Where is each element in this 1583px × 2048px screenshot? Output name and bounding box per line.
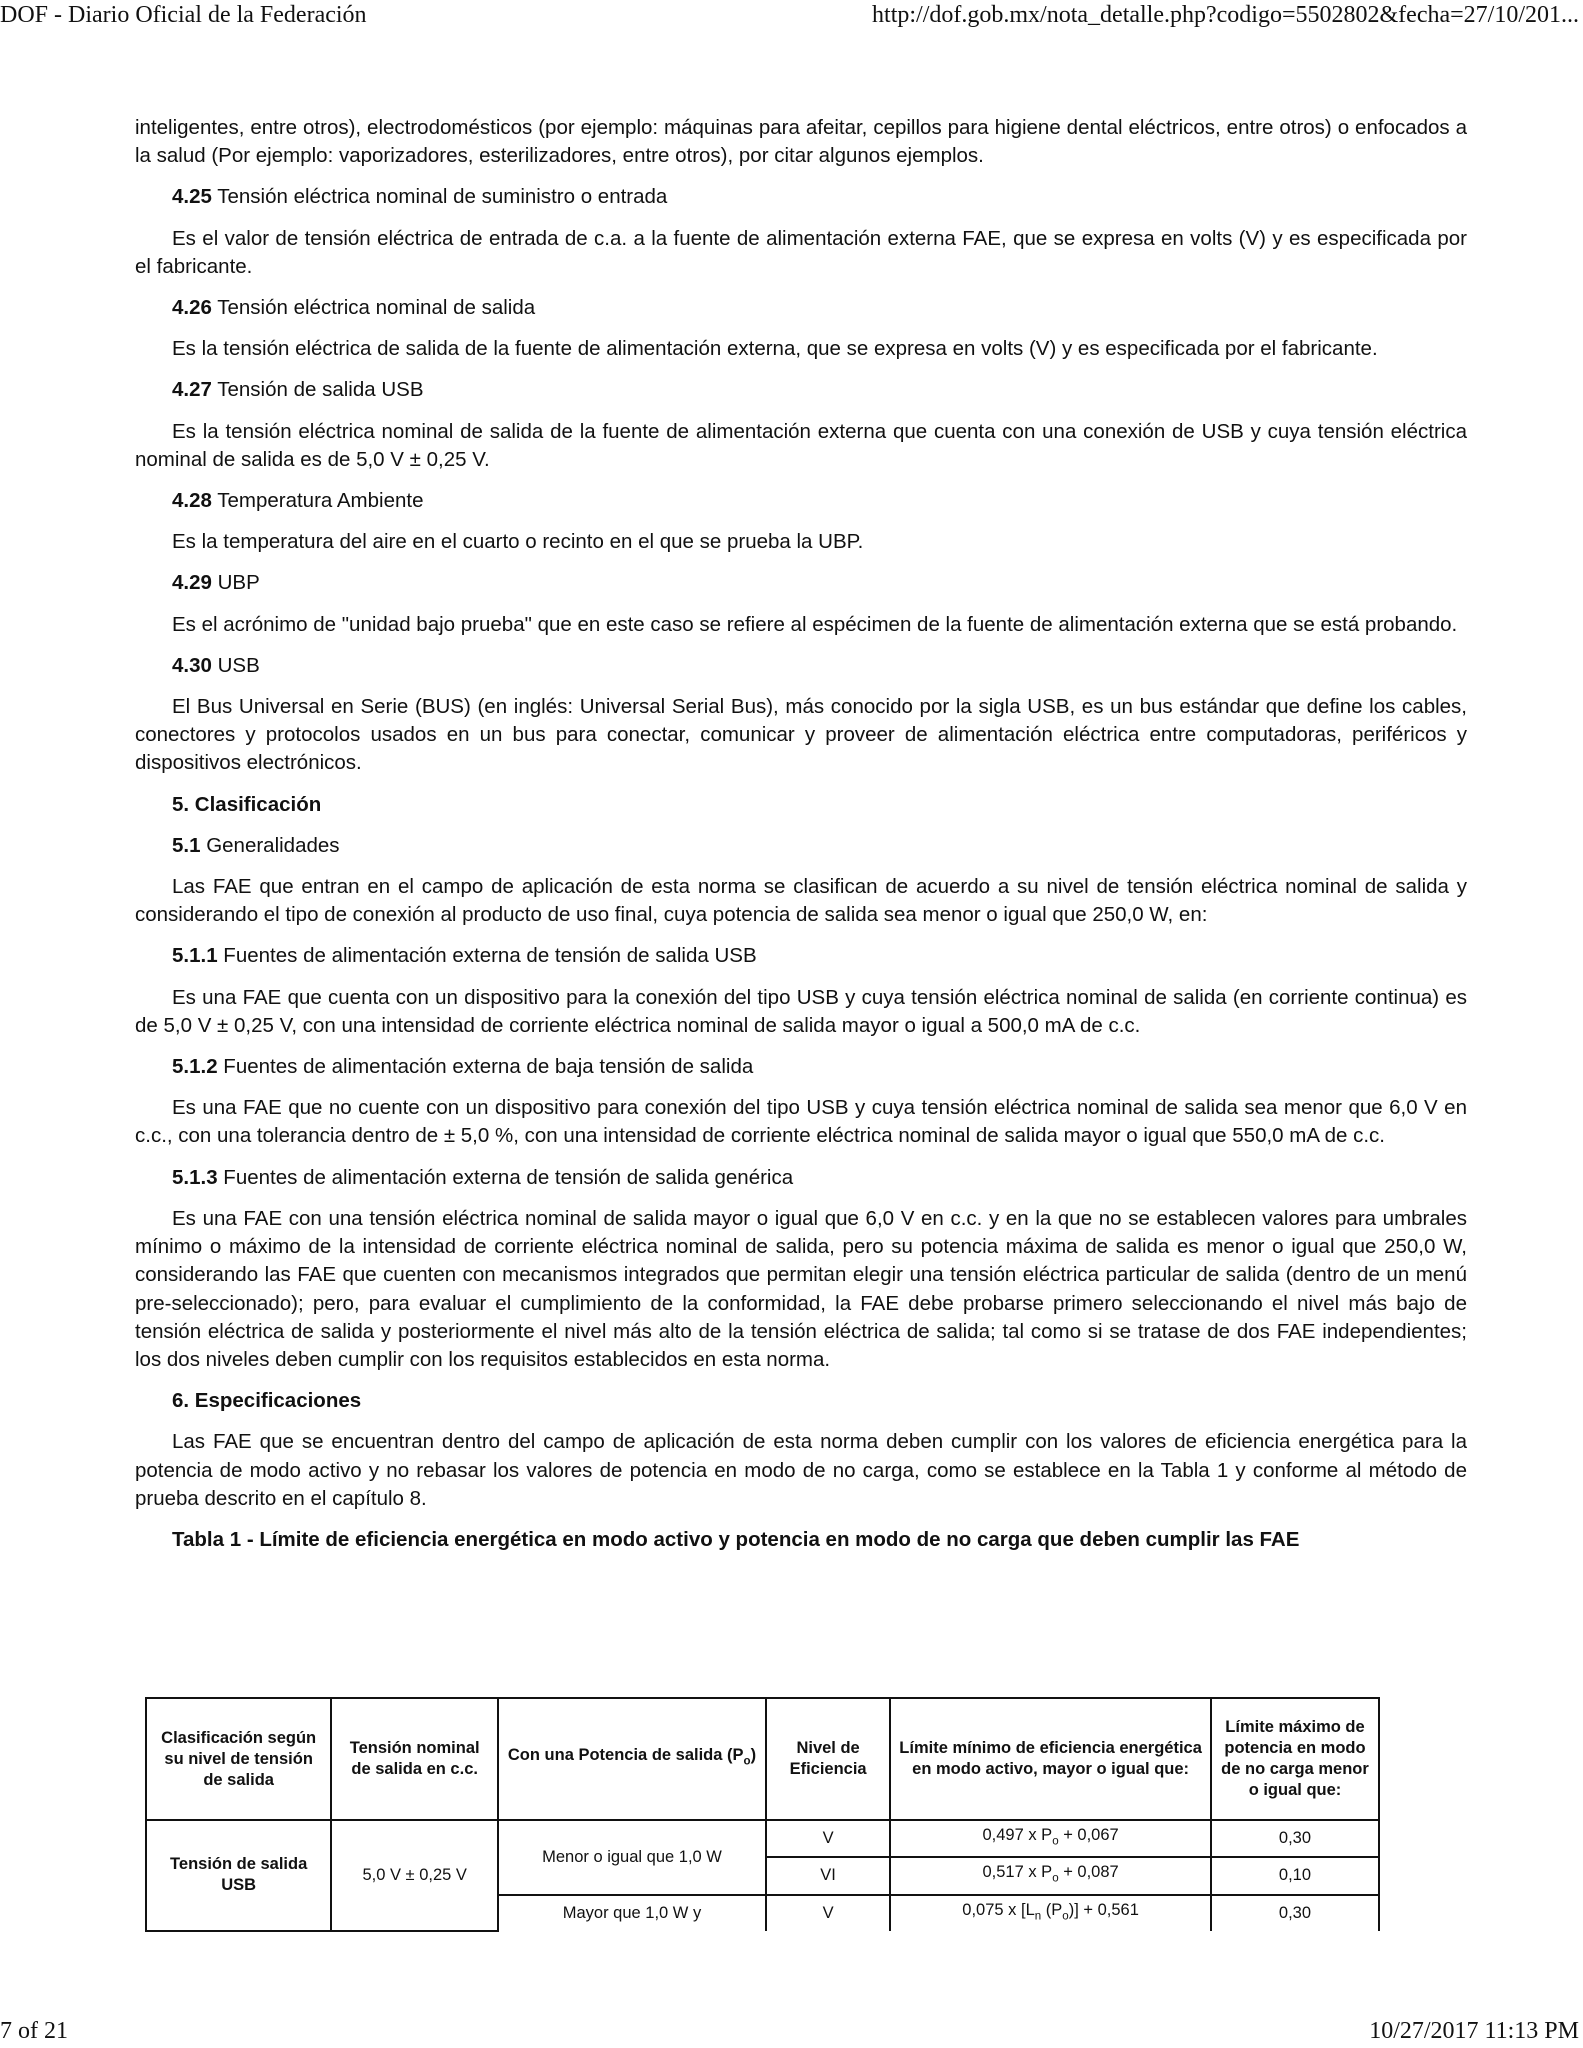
section-heading-4-26 [135,294,1467,322]
section-text-4-30: El Bus Universal en Serie (BUS) (en inglés: Universal Serial Bus), más conocido por la sigla USB, es un bus estándar que define los cables, conectores y protocolos usados en un bus para conectar, comunicar y proveer de alimentación eléctrica entre computadoras, periféricos y dispositivos electrónicos. [135,695,1467,775]
section-text-4-28: Es la temperatura del aire en el cuarto o recinto en el que se prueba la UBP. [172,530,864,554]
paragraph-continuation: inteligentes, entre otros), electrodomésticos (por ejemplo: máquinas para afeitar, cepillos para higiene dental eléctricos, entre otros) o enfocados a la salud (Por ejemplo: vaporizadores, esterilizadores, entre otros), por citar algunos ejemplos. [135,116,1467,168]
efficiency-table [145,1697,1380,1932]
page-url: http://dof.gob.mx/nota_detalle.php?codigo=5502802&fecha=27/10/201... [872,2,1579,28]
section-text-4-26: Es la tensión eléctrica de salida de la fuente de alimentación externa, que se expresa en volts (V) y es especificada por el fabricante. [172,337,1378,361]
section-heading-5 [135,791,1467,819]
section-text-5-1: Las FAE que entran en el campo de aplicación de esta norma se clasifican de acuerdo a su nivel de tensión eléctrica nominal de salida y considerando el tipo de conexión al producto de uso final, cuya potencia de salida sea menor o igual que 250,0 W, en: [135,875,1467,927]
subscript: o [1052,1872,1059,1885]
section-heading-4-29 [135,569,1467,597]
section-heading-6 [135,1387,1467,1415]
browser-print-footer [0,2016,1583,2046]
section-title: 6. Especificaciones [172,1389,362,1413]
section-title: 5. Clasificación [172,792,322,816]
header-nominal-voltage: Tensión nominal de salida en c.c. [331,1698,498,1820]
table-caption: Tabla 1 - Límite de eficiencia energética en modo activo y potencia en modo de no carga que deben cumplir las FAE [172,1527,1300,1551]
cell-max-noload: 0,10 [1211,1857,1379,1894]
formula-part: )] + 0,561 [1068,1900,1139,1919]
section-heading-4-28 [135,487,1467,515]
header-output-power [498,1698,766,1820]
section-title: Fuentes de alimentación externa de tensión de salida USB [217,944,757,968]
section-heading-5-1-1 [135,942,1467,970]
browser-print-header [0,0,1583,30]
section-text-5-1-3: Es una FAE con una tensión eléctrica nominal de salida mayor o igual que 6,0 V en c.c. y en la que no se establecen valores para umbrales mínimo o máximo de la intensidad de corriente eléctrica nominal de salida, pero su potencia máxima de salida es menor o igual que 250,0 W, considerando las FAE que cuenten con mecanismos integrados que permitan elegir una tensión eléctrica particular de salida (dentro de un menú pre-seleccionado); pero, para evaluar el cumplimiento de la conformidad, la FAE debe probarse primero seleccionando el nivel más bajo de tensión eléctrica de salida y posteriormente el nivel más alto de la tensión eléctrica de salida; tal como si se tratase de dos FAE independientes; los dos niveles deben cumplir con los requisitos establecidos en esta norma. [135,1206,1467,1371]
section-text-4-25: Es el valor de tensión eléctrica de entrada de c.a. a la fuente de alimentación externa FAE, que se expresa en volts (V) y es especificada por el fabricante. [135,226,1467,278]
cell-min-efficiency [890,1895,1211,1931]
section-text-5-1-1: Es una FAE que cuenta con un dispositivo para la conexión del tipo USB y cuya tensión eléctrica nominal de salida (en corriente continua) es de 5,0 V ± 0,25 V, con una intensidad de corriente eléctrica nominal de salida mayor o igual a 500,0 mA de c.c. [135,985,1467,1037]
subscript: n [1034,1909,1042,1922]
cell-efficiency-level: V [766,1820,890,1857]
table-header-row [146,1698,1379,1820]
formula-part: + 0,067 [1058,1826,1119,1844]
section-number: 5.1 [172,833,201,857]
cell-output-power: Mayor que 1,0 W y [498,1895,766,1931]
page-counter: 7 of 21 [0,2018,68,2044]
section-text-6: Las FAE que se encuentran dentro del campo de aplicación de esta norma deben cumplir con los valores de eficiencia energética para la potencia de modo activo y no rebasar los valores de potencia en modo de no carga, como se establece en la Tabla 1 y conforme al método de prueba descrito en el capítulo 8. [135,1430,1467,1510]
cell-max-noload: 0,30 [1211,1820,1379,1857]
section-title: Tensión de salida USB [211,378,424,402]
section-text-4-29: Es el acrónimo de "unidad bajo prueba" que en este caso se refiere al espécimen de la fuente de alimentación externa que se está probando. [172,612,1458,636]
formula-part: 0,517 x P [982,1863,1053,1882]
section-text-4-27: Es la tensión eléctrica nominal de salida de la fuente de alimentación externa que cuenta con una conexión de USB y cuya tensión eléctrica nominal de salida es de 5,0 V ± 0,25 V. [135,419,1467,471]
section-title: Tensión eléctrica nominal de salida [211,296,536,320]
section-heading-5-1-2 [135,1053,1467,1081]
header-output-power-close: ) [750,1746,757,1765]
section-number: 4.27 [172,378,212,402]
section-heading-4-27 [135,376,1467,404]
section-heading-5-1 [135,832,1467,860]
document-body [135,114,1467,1567]
formula-part: (P [1041,1900,1063,1919]
section-text-5-1-2: Es una FAE que no cuente con un dispositivo para conexión del tipo USB y cuya tensión eléctrica nominal de salida sea menor que 6,0 V en c.c., con una tolerancia dentro de ± 5,0 %, con una intensidad de corriente eléctrica nominal de salida mayor o igual que 550,0 mA de c.c. [135,1096,1467,1148]
section-heading-5-1-3 [135,1164,1467,1192]
cell-min-efficiency [890,1820,1211,1857]
section-title: Generalidades [200,833,340,857]
section-number: 4.26 [172,296,212,320]
formula-part: + 0,087 [1058,1863,1119,1882]
cell-max-noload: 0,30 [1211,1895,1379,1931]
header-min-efficiency: Límite mínimo de eficiencia energética en modo activo, mayor o igual que: [890,1698,1211,1820]
header-efficiency-level: Nivel de Eficiencia [766,1698,890,1820]
cell-efficiency-level: VI [766,1857,890,1894]
cell-nominal-voltage: 5,0 V ± 0,25 V [331,1820,498,1931]
section-number: 4.25 [172,185,212,209]
section-number: 4.29 [172,571,212,595]
header-output-power-text: Con una Potencia de salida (P [507,1746,744,1765]
section-title: USB [211,653,260,677]
section-number: 4.30 [172,653,212,677]
print-datetime: 10/27/2017 11:13 PM [1369,2018,1579,2044]
section-title: Fuentes de alimentación externa de tensión de salida genérica [217,1165,794,1189]
section-title: Tensión eléctrica nominal de suministro o entrada [211,185,668,209]
formula-part: 0,497 x P [982,1826,1053,1844]
cell-classification: Tensión de salida USB [146,1820,331,1931]
subscript: o [1052,1835,1059,1848]
section-title: Fuentes de alimentación externa de baja tensión de salida [217,1055,754,1079]
section-number: 5.1.1 [172,944,218,968]
section-number: 5.1.2 [172,1055,218,1079]
section-heading-4-30 [135,652,1467,680]
formula-part: 0,075 x [L [962,1900,1035,1919]
subscript: o [1062,1909,1069,1922]
page-title: DOF - Diario Oficial de la Federación [0,2,367,28]
section-title: UBP [211,571,260,595]
table-row [146,1820,1379,1857]
header-classification: Clasificación según su nivel de tensión de salida [146,1698,331,1820]
cell-efficiency-level: V [766,1895,890,1931]
section-number: 4.28 [172,489,212,513]
cell-min-efficiency [890,1857,1211,1894]
header-max-noload-power: Límite máximo de potencia en modo de no carga menor o igual que: [1211,1698,1379,1820]
section-heading-4-25 [135,183,1467,211]
section-number: 5.1.3 [172,1165,218,1189]
cell-output-power: Menor o igual que 1,0 W [498,1820,766,1895]
subscript: o [743,1755,751,1768]
section-title: Temperatura Ambiente [211,489,424,513]
